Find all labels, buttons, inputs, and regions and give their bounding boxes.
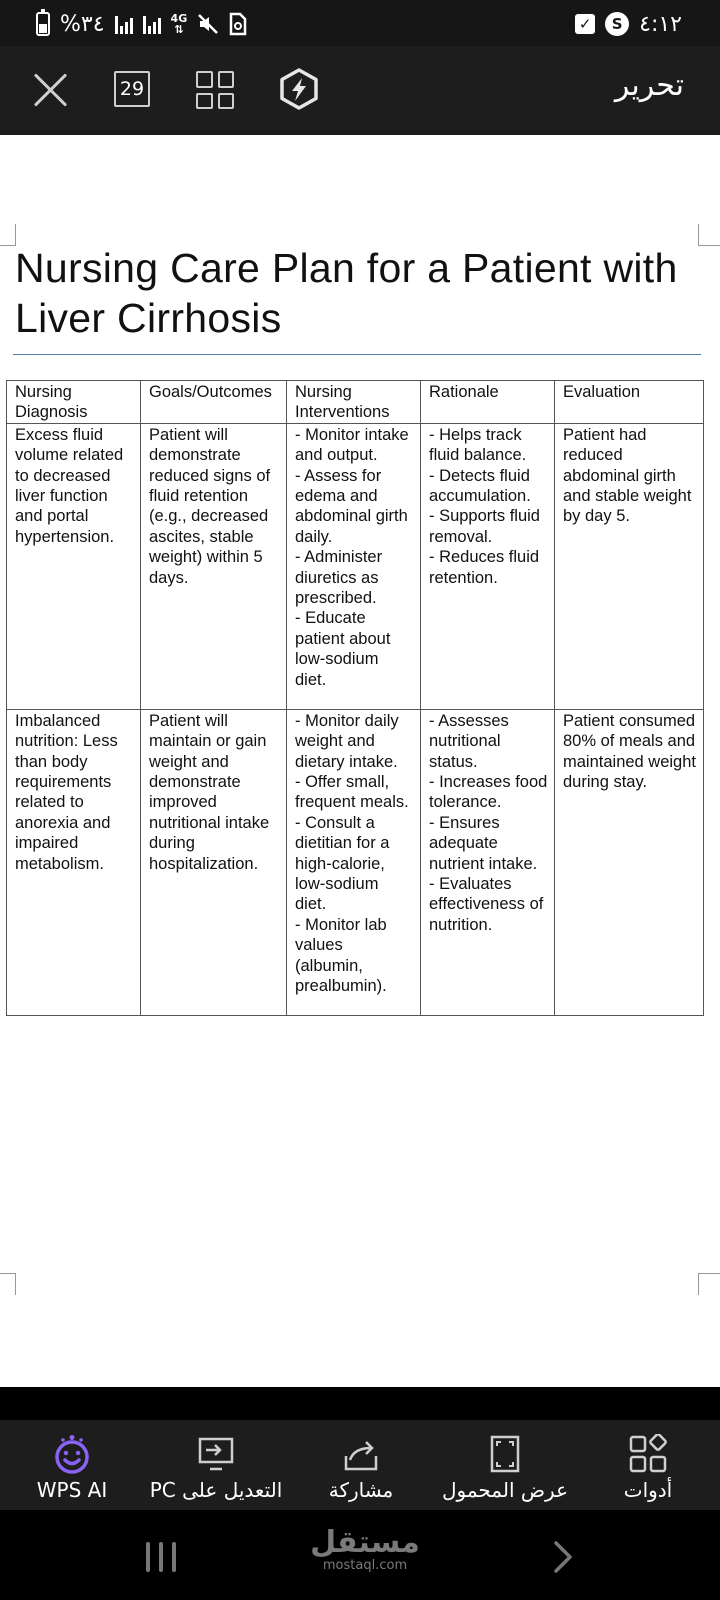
- top-toolbar: [0, 46, 720, 135]
- list-item: - Monitor lab values (albumin, prealbumin).: [295, 915, 387, 996]
- cell-interventions: [287, 423, 421, 709]
- crop-mark: [0, 224, 16, 246]
- list-item: - Helps track fluid balance.: [429, 425, 527, 465]
- network-label: 4G: [170, 12, 188, 25]
- tools-label: أدوات: [623, 1478, 673, 1502]
- table-header-row: [7, 381, 704, 424]
- tools-icon: [628, 1434, 668, 1474]
- edit-on-pc-button[interactable]: [146, 1420, 286, 1510]
- document-page: [0, 135, 720, 1387]
- watermark: [300, 1525, 430, 1574]
- list-item: - Evaluates effectiveness of nutrition.: [429, 875, 544, 934]
- watermark-url: mostaql.com: [322, 1558, 408, 1573]
- network-4g-icon: 4G ⇅: [170, 12, 188, 36]
- wps-ai-icon: [52, 1434, 92, 1474]
- signal-icon: [143, 14, 161, 34]
- bottom-toolbar: [0, 1420, 720, 1510]
- battery-icon: [36, 12, 50, 36]
- header-nursing-interventions: Nursing Interventions: [287, 381, 421, 424]
- back-icon[interactable]: [548, 1540, 578, 1574]
- table-row: [7, 709, 704, 1015]
- navigation-bar: [0, 1510, 720, 1600]
- share-icon: [341, 1434, 381, 1474]
- header-evaluation: Evaluation: [555, 381, 704, 424]
- cell-diagnosis: Imbalanced nutrition: Less than body requirements related to anorexia and impaired metabolism.: [7, 709, 141, 1015]
- list-item: - Consult a dietitian for a high-calorie, low-sodium diet.: [295, 813, 390, 914]
- header-goals-outcomes: Goals/Outcomes: [141, 381, 287, 424]
- mobile-view-icon: [485, 1434, 525, 1474]
- list-item: - Reduces fluid retention.: [429, 548, 540, 587]
- cell-evaluation: Patient had reduced abdominal girth and stable weight by day 5.: [555, 423, 704, 709]
- wps-ai-button[interactable]: [22, 1420, 122, 1510]
- status-right: [575, 10, 682, 38]
- bottom-separator: [0, 1387, 720, 1420]
- list-item: - Educate patient about low-sodium diet.: [295, 609, 391, 689]
- list-item: - Ensures adequate nutrient intake.: [429, 813, 538, 873]
- cell-goals: Patient will demonstrate reduced signs of fluid retention (e.g., decreased ascites, stable weight) within 5 days.: [141, 423, 287, 709]
- share-button[interactable]: [316, 1420, 406, 1510]
- mute-icon: [197, 13, 219, 35]
- mobile-view-label: عرض المحمول: [441, 1478, 569, 1502]
- tools-button[interactable]: [608, 1420, 688, 1510]
- watermark-arabic: مستقل: [310, 1525, 420, 1560]
- header-rationale: Rationale: [421, 381, 555, 424]
- s-icon: S: [605, 12, 629, 36]
- status-bar: [0, 0, 720, 46]
- cell-rationale: [421, 709, 555, 1015]
- status-time: ٤:١٢: [639, 11, 682, 37]
- edit-on-pc-label: PC التعديل على: [149, 1478, 283, 1502]
- list-item: - Assess for edema and abdominal girth daily.: [295, 466, 408, 546]
- grid-view-icon[interactable]: [196, 71, 234, 109]
- battery-percent: %٣٤: [60, 11, 105, 37]
- care-plan-table: [6, 380, 704, 1016]
- wps-ai-label: WPS AI: [36, 1478, 108, 1502]
- status-left: [36, 10, 247, 38]
- page-count-button[interactable]: 29: [114, 71, 150, 107]
- list-item: - Assesses nutritional status.: [429, 711, 509, 771]
- document-title: Nursing Care Plan for a Patient with Liver Cirrhosis: [15, 245, 678, 341]
- signal-icon: [115, 14, 133, 34]
- list-item: - Administer diuretics as prescribed.: [295, 548, 383, 608]
- cell-rationale: [421, 423, 555, 709]
- close-icon[interactable]: [28, 68, 72, 112]
- list-item: - Detects fluid accumulation.: [429, 466, 531, 506]
- crop-mark: [698, 1273, 720, 1295]
- list-item: - Increases food tolerance.: [429, 773, 548, 812]
- sim-icon: [229, 12, 247, 36]
- title-underline: [13, 354, 701, 355]
- crop-mark: [0, 1273, 16, 1295]
- list-item: - Monitor intake and output.: [295, 425, 409, 465]
- check-icon: ✓: [575, 14, 595, 34]
- edit-button[interactable]: تحرير: [614, 68, 684, 103]
- recents-icon[interactable]: [146, 1542, 176, 1572]
- list-item: - Supports fluid removal.: [429, 507, 540, 546]
- cell-evaluation: Patient consumed 80% of meals and maintained weight during stay.: [555, 709, 704, 1015]
- list-item: - Offer small, frequent meals.: [295, 773, 409, 812]
- list-item: - Monitor daily weight and dietary intake.: [295, 711, 399, 771]
- mobile-view-button[interactable]: [440, 1420, 570, 1510]
- header-nursing-diagnosis: Nursing Diagnosis: [7, 381, 141, 424]
- share-label: مشاركة: [328, 1478, 394, 1502]
- cell-interventions: [287, 709, 421, 1015]
- cell-diagnosis: Excess fluid volume related to decreased liver function and portal hypertension.: [7, 423, 141, 709]
- table-row: [7, 423, 704, 709]
- speed-icon[interactable]: [278, 67, 320, 111]
- edit-on-pc-icon: [196, 1434, 236, 1474]
- cell-goals: Patient will maintain or gain weight and demonstrate improved nutritional intake during hospitalization.: [141, 709, 287, 1015]
